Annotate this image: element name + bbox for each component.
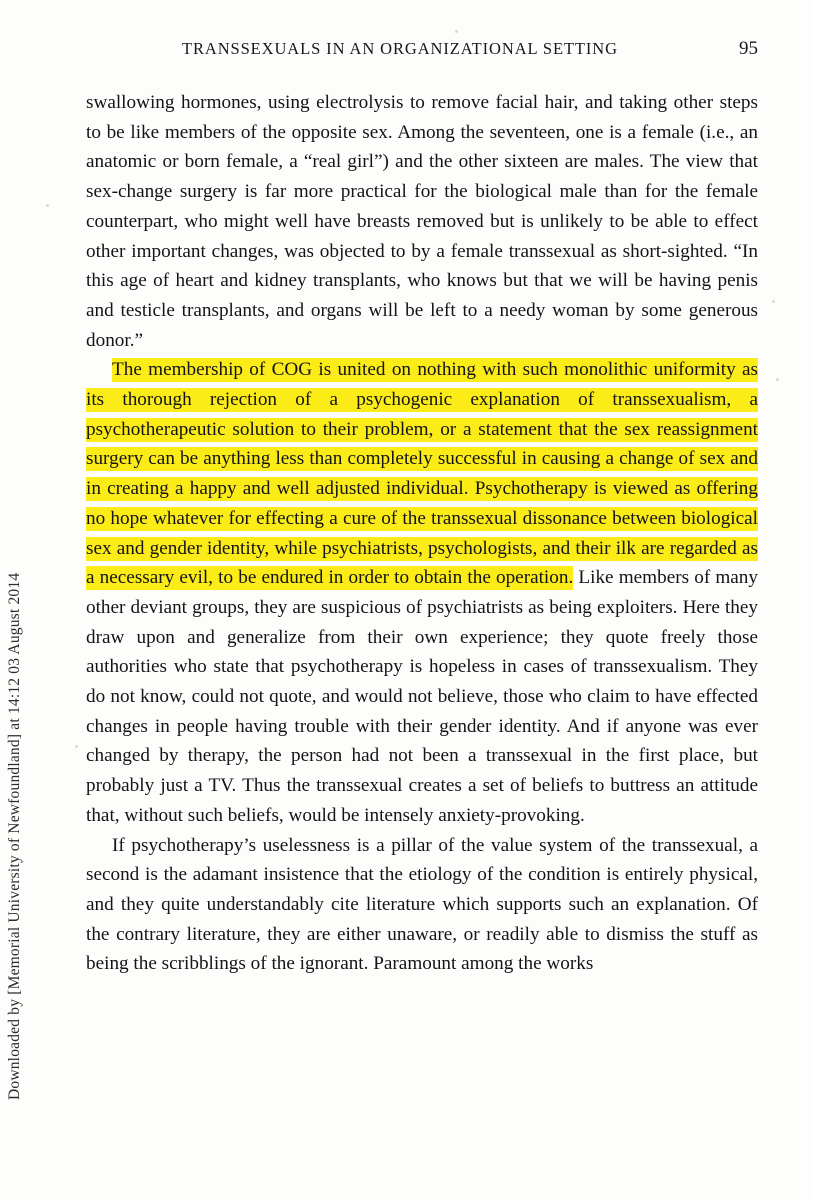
scan-speck bbox=[75, 745, 78, 748]
running-title: TRANSSEXUALS IN AN ORGANIZATIONAL SETTING bbox=[182, 39, 618, 58]
paragraph-2 bbox=[86, 355, 758, 830]
highlighted-passage: The membership of COG is united on nothing with such monolithic uniformity as its thorough rejection of a psychogenic explanation of transsexualism, a psychotherapeutic solution to their problem, or a statement that the sex reassignment surgery can be anything less than completely successful in causing a change of sex and in creating a happy and well adjusted individual. Psychotherapy is viewed as offering no hope whatever for effecting a cure of the transsexual dissonance between biological sex and gender identity, while psychiatrists, psychologists, and their ilk are regarded as a necessary evil, to be endured in order to obtain the operation. bbox=[86, 359, 758, 589]
paragraph-2-tail: Like members of many other deviant groups, they are suspicious of psychiatrists as being exploiters. Here they draw upon and generalize from their own experience; they quote freely those authorities who state that psychotherapy is hopeless in cases of transsexualism. They do not know, could not quote, and would not believe, those who claim to have effected changes in people having trouble with their gender identity. And if anyone was ever changed by therapy, the person had not been a transsexual in the first place, but probably just a TV. Thus the transsexual creates a set of beliefs to buttress an attitude that, without such beliefs, would be intensely anxiety-provoking. bbox=[86, 567, 758, 826]
body-text bbox=[86, 88, 758, 979]
paragraph-1-text: swallowing hormones, using electrolysis to remove facial hair, and taking other steps to be like members of the opposite sex. Among the seventeen, one is a female (i.e., an anatomic or born female, a “real girl”) and the other sixteen are males. The view that sex-change surgery is far more practical for the biological male than for the female counterpart, who might well have breasts removed but is unlikely to be able to effect other important changes, was objected to by a female transsexual as short-sighted. “In this age of heart and kidney transplants, who knows but that we will be having penis and testicle transplants, and organs will be left to a needy woman by some generous donor.” bbox=[86, 92, 758, 351]
page-number: 95 bbox=[739, 38, 758, 59]
paragraph-3 bbox=[86, 831, 758, 980]
scan-speck bbox=[776, 378, 779, 381]
scan-speck bbox=[772, 300, 775, 303]
scan-speck bbox=[455, 30, 458, 33]
paragraph-1 bbox=[86, 88, 758, 355]
page-content bbox=[86, 38, 758, 979]
paragraph-3-text: If psychotherapy’s uselessness is a pillar of the value system of the transsexual, a second is the adamant insistence that the etiology of the condition is entirely physical, and they quite understandably cite literature which supports such an explanation. Of the contrary literature, they are either unaware, or readily able to dismiss the stuff as being the scribblings of the ignorant. Paramount among the works bbox=[86, 834, 758, 975]
download-watermark: Downloaded by [Memorial University of Newfoundland] at 14:12 03 August 2014 bbox=[6, 572, 23, 1100]
running-head bbox=[86, 38, 758, 72]
scan-speck bbox=[46, 204, 49, 207]
